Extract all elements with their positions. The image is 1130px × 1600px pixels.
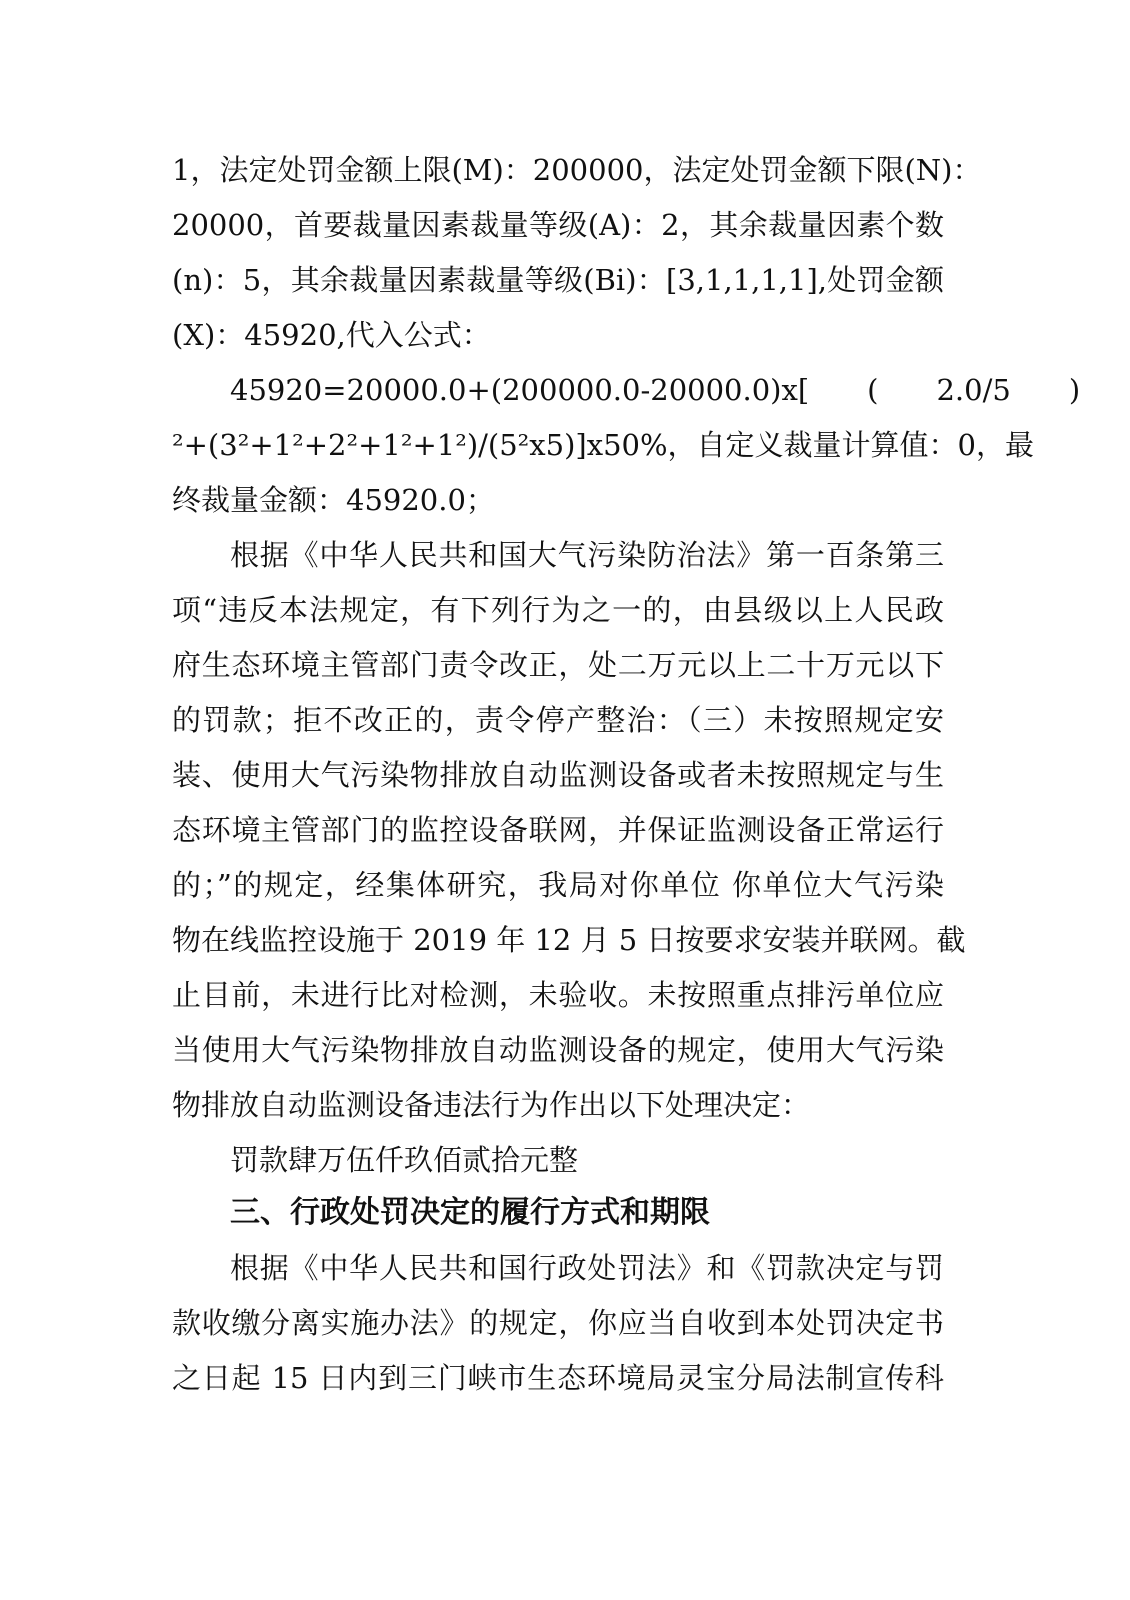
body-text-line: (X)：45920,代入公式： [172,318,491,352]
body-text-line: 府生态环境主管部门责令改正，处二万元以上二十万元以下 [172,648,944,682]
body-text-line: 项“违反本法规定，有下列行为之一的，由县级以上人民政 [172,593,944,627]
body-text-line: 止目前，未进行比对检测，未验收。未按照重点排污单位应 [172,978,944,1012]
formula-line: 45920=20000.0+(200000.0-20000.0)x[ ( 2.0/5 ) [230,373,1081,407]
body-text-line: 的罚款；拒不改正的，责令停产整治：（三）未按照规定安 [172,703,944,737]
formula-line: ²+(3²+1²+2²+1²+1²)/(5²x5)]x50%，自定义裁量计算值：0，最 [172,428,1034,462]
section-heading: 三、行政处罚决定的履行方式和期限 [230,1195,710,1230]
body-text-line: 1，法定处罚金额上限(M)：200000，法定处罚金额下限(N)： [172,153,982,187]
body-text-line: 20000，首要裁量因素裁量等级(A)：2，其余裁量因素个数 [172,208,944,242]
body-text-line: 的；”的规定，经集体研究，我局对你单位 你单位大气污染 [172,868,944,902]
body-text-line: 根据《中华人民共和国行政处罚法》和《罚款决定与罚 [230,1251,944,1285]
penalty-amount: 罚款肆万伍仟玖佰贰拾元整 [230,1143,579,1177]
body-text-line: 物排放自动监测设备违法行为作出以下处理决定： [172,1088,811,1122]
body-text-line: 当使用大气污染物排放自动监测设备的规定，使用大气污染 [172,1033,944,1067]
body-text-line: 之日起 15 日内到三门峡市生态环境局灵宝分局法制宣传科 [172,1361,944,1395]
formula-line: 终裁量金额：45920.0； [172,483,495,517]
body-text-line: 物在线监控设施于 2019 年 12 月 5 日按要求安装并联网。截 [172,923,966,957]
body-text-line: 款收缴分离实施办法》的规定，你应当自收到本处罚决定书 [172,1306,944,1340]
body-text-line: (n)：5，其余裁量因素裁量等级(Bi)：[3,1,1,1,1],处罚金额 [172,263,944,297]
body-text-line: 根据《中华人民共和国大气污染防治法》第一百条第三 [230,538,944,572]
body-text-line: 态环境主管部门的监控设备联网，并保证监测设备正常运行 [172,813,944,847]
body-text-line: 装、使用大气污染物排放自动监测设备或者未按照规定与生 [172,758,944,792]
